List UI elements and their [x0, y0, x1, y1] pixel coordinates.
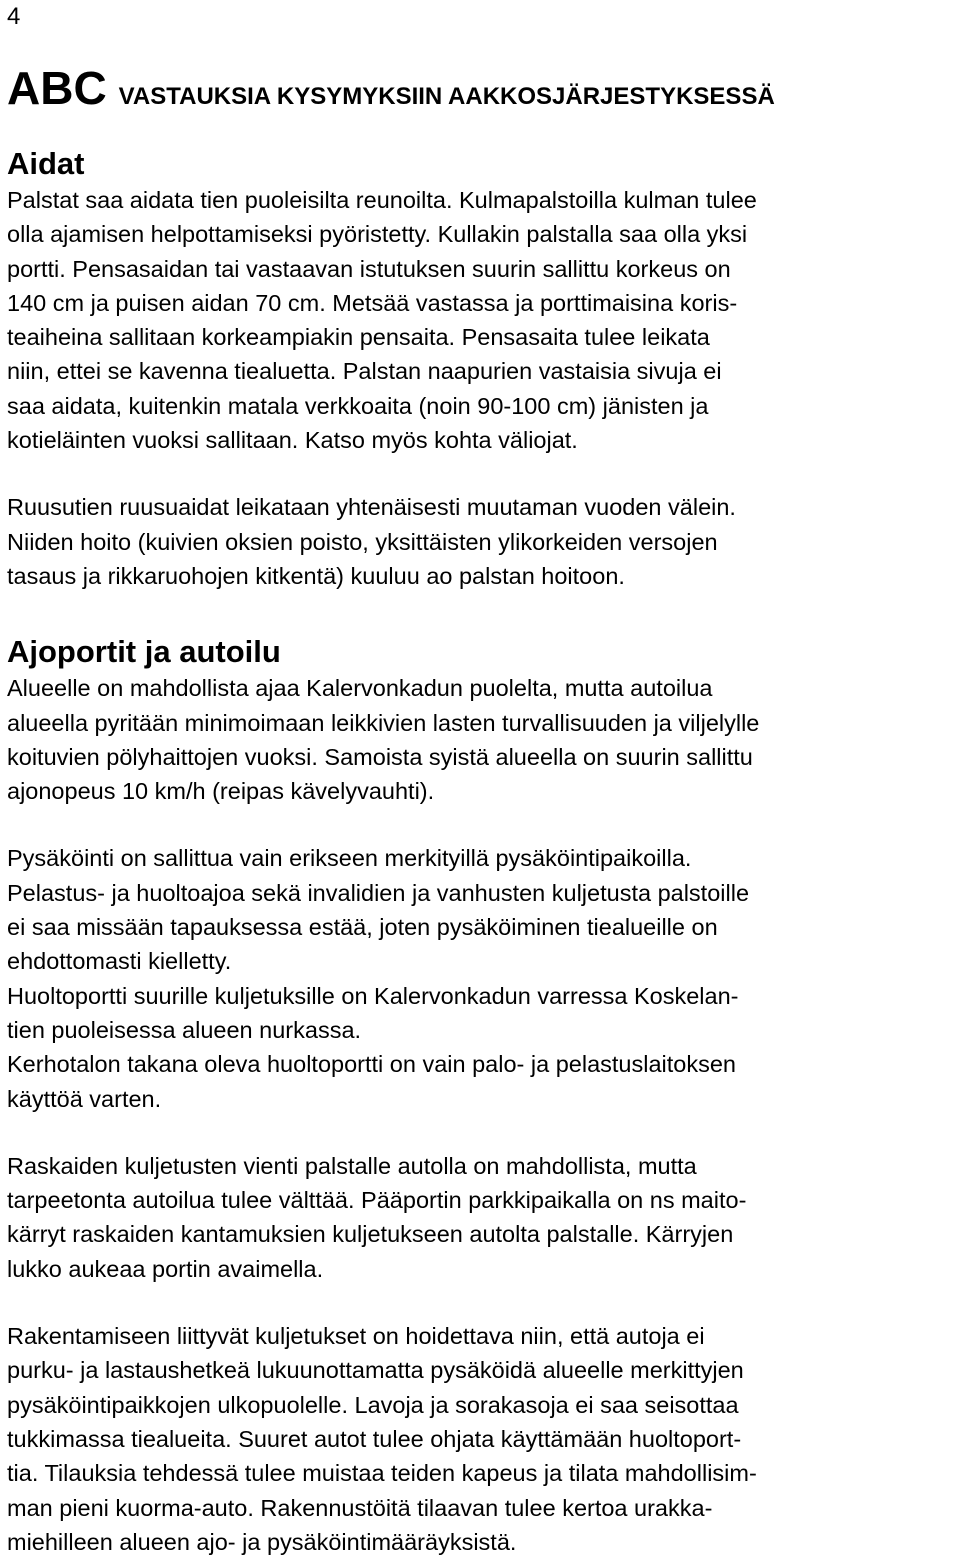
paragraph-ajoportit-2: Pysäköinti on sallittua vain erikseen merkityillä pysäköintipaikoilla. Pelastus- ja huoltoajoa sekä invalidien ja vanhusten kuljetusta palstoille ei saa missään tapauksessa estää, joten pysäköiminen tiealueille on ehdottomasti kielletty. [7, 845, 750, 975]
title-subtitle: VASTAUKSIA KYSYMYKSIIN AAKKOSJÄRJESTYKSESSÄ [118, 83, 775, 110]
section-heading-ajoportit: Ajoportit ja autoilu [7, 634, 281, 670]
page-number: 4 [7, 3, 21, 30]
section-ajoportit [7, 633, 957, 1559]
title-abc: ABC [7, 62, 107, 114]
paragraph-ajoportit-1: Alueelle on mahdollista ajaa Kalervonkadun puolelta, mutta autoilua alueella pyritään minimoimaan leikkivien lasten turvallisuuden ja viljelylle koituvien pölyhaittojen vuoksi. Samoista syistä alueella on suurin sallittu ajonopeus 10 km/h (reipas kävelyvauhti). [7, 675, 760, 805]
document-title [7, 58, 775, 118]
paragraph-aidat-1: Palstat saa aidata tien puoleisilta reunoilta. Kulmapalstoilla kulman tulee olla ajamisen helpottamiseksi pyöristetty. Kullakin palstalla saa olla yksi portti. Pensasaidan tai vastaavan istutuksen suurin sallittu korkeus on 140 cm ja puisen aidan 70 cm. Metsää vastassa ja porttimaisina koris- teaiheina sallitaan korkeampiakin pensaita. Pensasaita tulee leikata niin, ettei se kavenna tiealuetta. Palstan naapurien vastaisia sivuja ei saa aidata, kuitenkin matala verkkoaita (noin 90-100 cm) jänisten ja kotieläinten vuoksi sallitaan. Katso myös kohta väliojat. [7, 187, 757, 454]
paragraph-ajoportit-6: Rakentamiseen liittyvät kuljetukset on hoidettava niin, että autoja ei purku- ja lastaushetkeä lukuunottamatta pysäköidä alueelle merkittyjen pysäköintipaikkojen ulkopuolelle. Lavoja ja sorakasoja ei saa seisottaa tukkimassa tiealueita. Suuret autot tulee ohjata käyttämään huoltoport- tia. Tilauksia tehdessä tulee muistaa teiden kapeus ja tilata mahdollisim- man pieni kuorma-auto. Rakennustöitä tilaavan tulee kertoa urakka- miehilleen alueen ajo- ja pysäköintimääräyksistä. [7, 1323, 757, 1555]
paragraph-aidat-2: Ruusutien ruusuaidat leikataan yhtenäisesti muutaman vuoden välein. Niiden hoito (kuivien oksien poisto, yksittäisten ylikorkeiden versojen tasaus ja rikkaruohojen kitkentä) kuuluu ao palstan hoitoon. [7, 494, 736, 589]
paragraph-ajoportit-3: Huoltoportti suurille kuljetuksille on Kalervonkadun varressa Koskelan- tien puoleisessa alueen nurkassa. [7, 982, 739, 1043]
section-heading-aidat: Aidat [7, 146, 85, 181]
section-aidat [7, 145, 957, 593]
paragraph-ajoportit-4: Kerhotalon takana oleva huoltoportti on vain palo- ja pelastuslaitoksen käyttöä varten. [7, 1051, 736, 1112]
document-content [7, 145, 957, 1559]
paragraph-ajoportit-5: Raskaiden kuljetusten vienti palstalle autolla on mahdollista, mutta tarpeetonta autoilua tulee välttää. Pääportin parkkipaikalla on ns maito- kärryt raskaiden kantamuksien kuljetukseen autolta palstalle. Kärryjen lukko aukeaa portin avaimella. [7, 1152, 747, 1282]
